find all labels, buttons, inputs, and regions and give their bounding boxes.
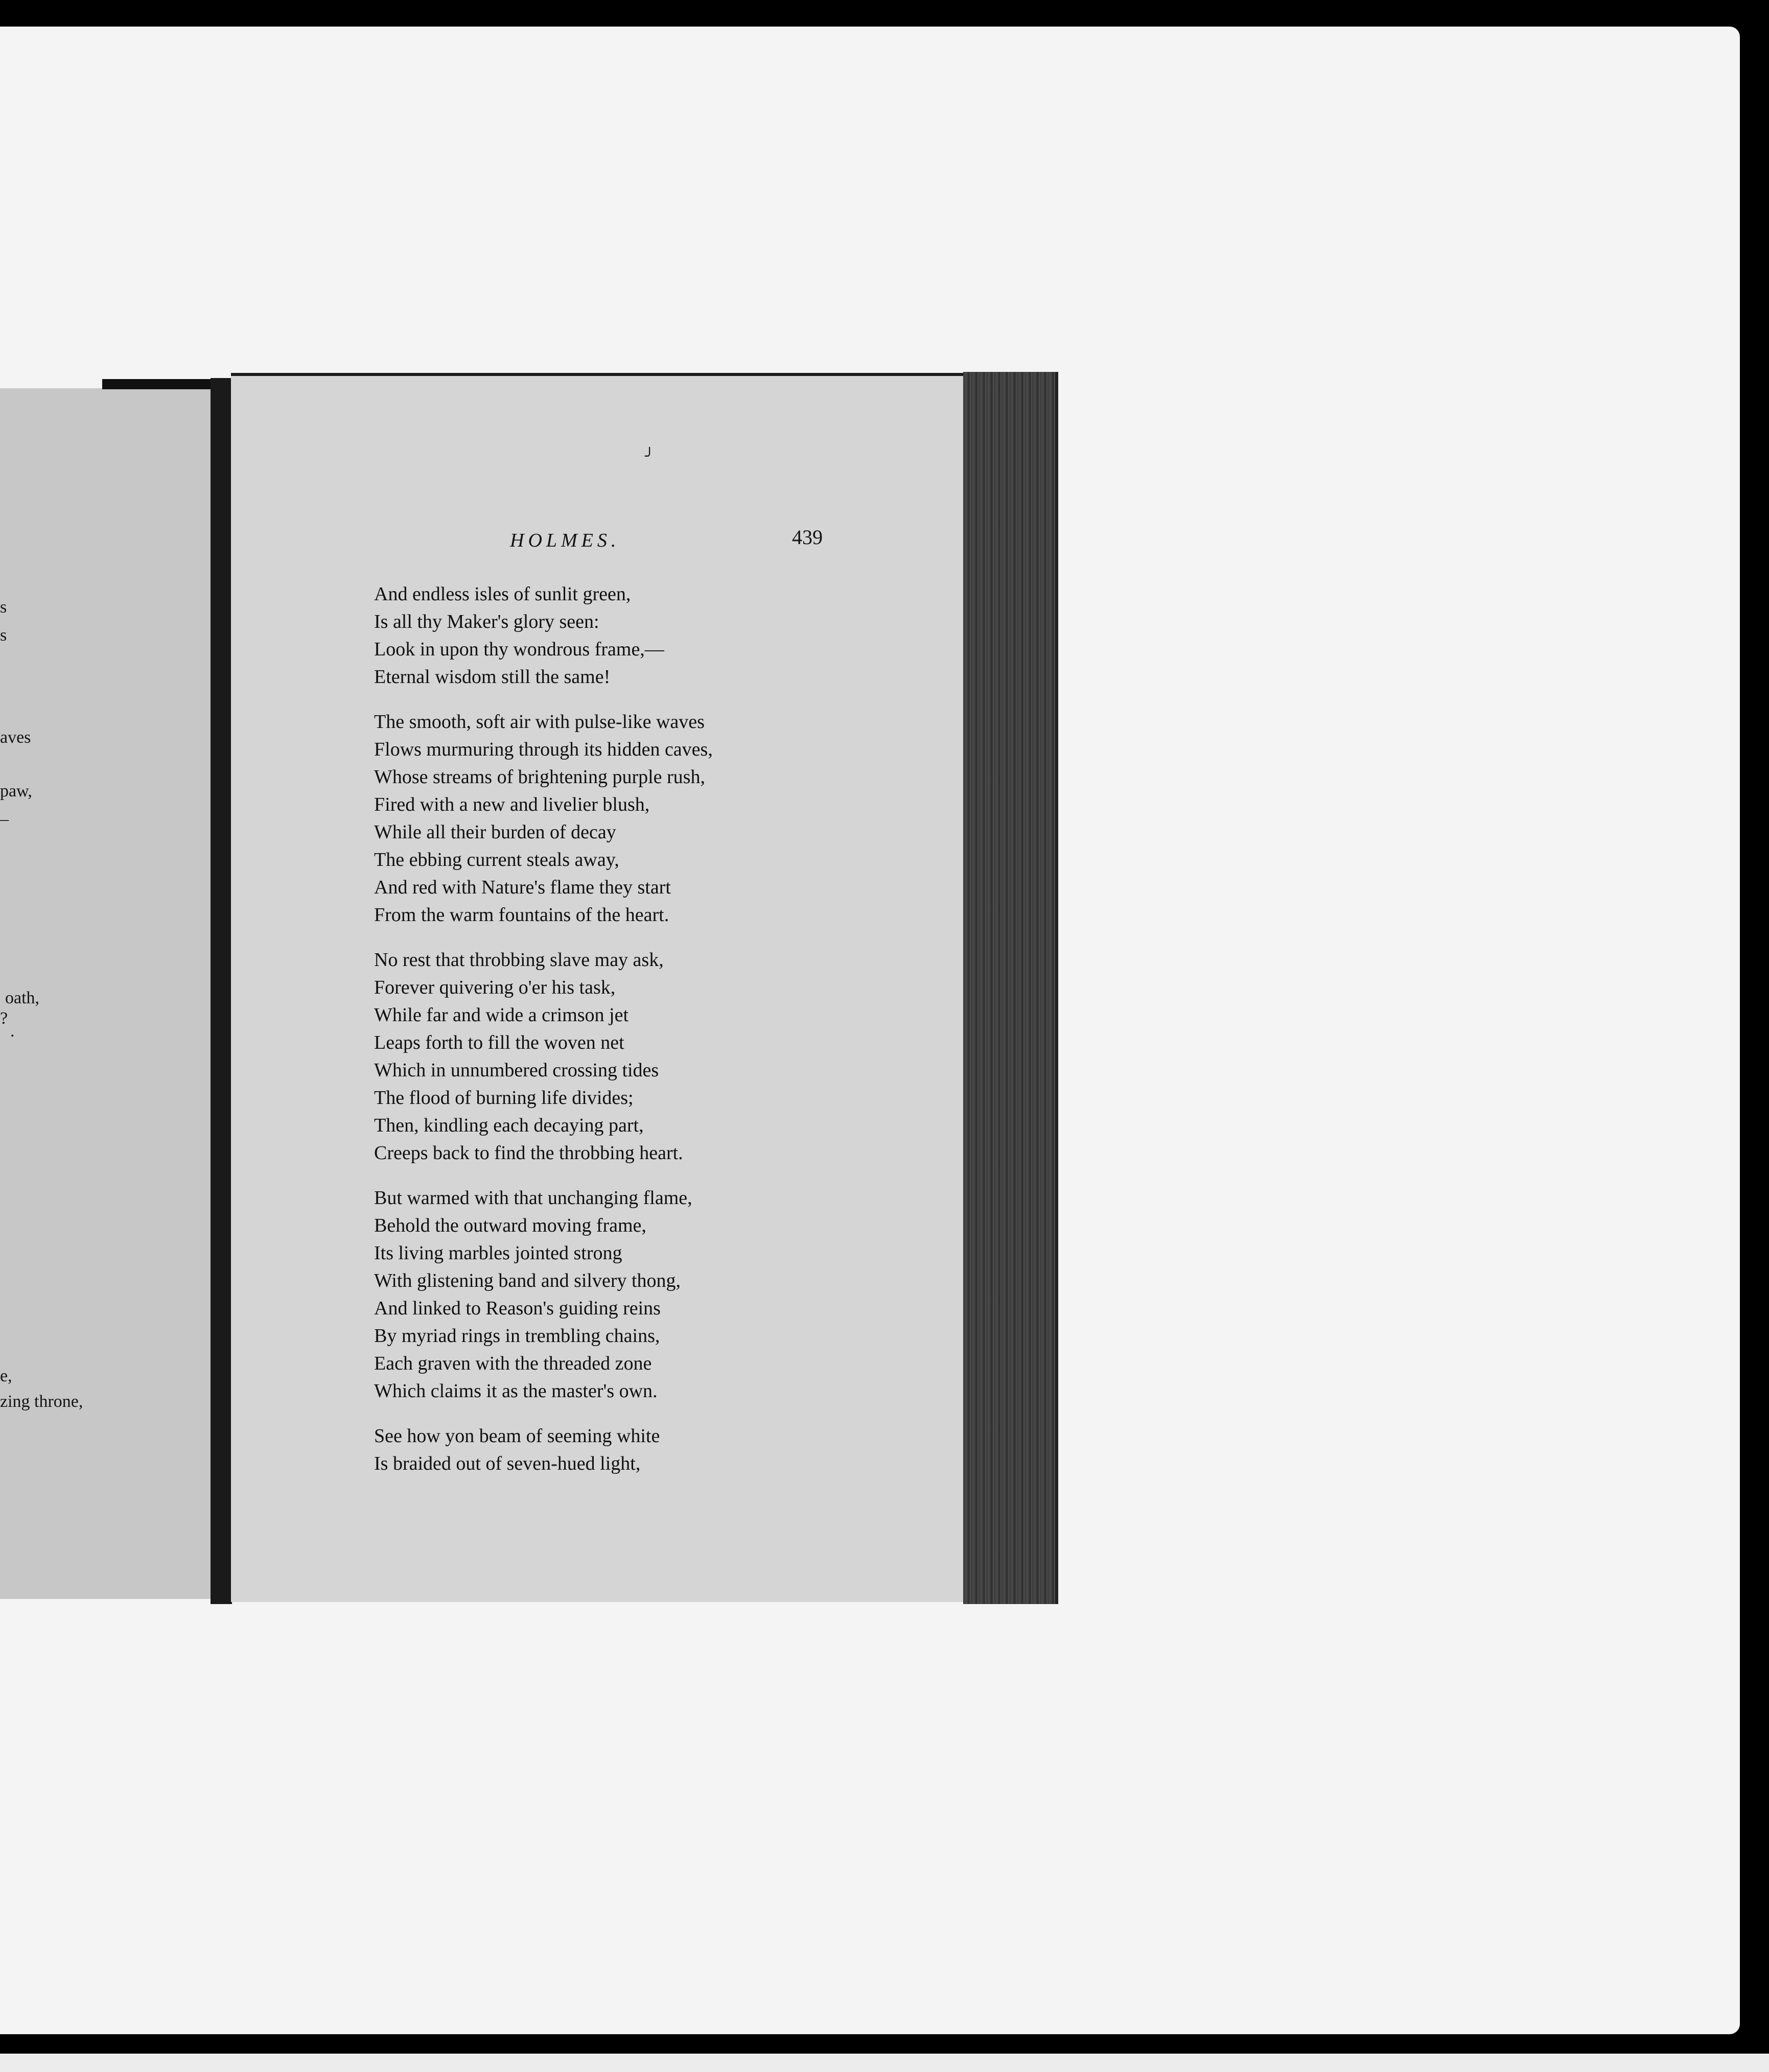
stanza [374,580,936,691]
left-page-fragment: e, [0,1367,12,1385]
left-page-fragment: s [0,626,7,645]
left-page-fragment: aves [0,728,31,747]
poem-line: Which claims it as the master's own. [374,1380,658,1402]
poem-line: While far and wide a crimson jet [374,1004,629,1026]
right-page [231,373,967,1602]
poem-line: Flows murmuring through its hidden caves, [374,739,713,760]
open-book [0,358,1063,1614]
poem-line: The ebbing current steals away, [374,849,619,870]
poem-line: Fired with a new and livelier blush, [374,794,650,815]
poem-line: And red with Nature's flame they start [374,877,671,898]
left-page [0,388,220,1599]
scan-speck: ╯ [645,448,655,465]
stanza [374,946,936,1167]
poem-line: Whose streams of brightening purple rush, [374,766,705,788]
stanza [374,1184,936,1405]
page-number: 439 [792,526,823,549]
poem-line: Creeps back to find the throbbing heart. [374,1142,683,1164]
poem-text [374,580,936,1495]
left-page-fragment: paw, [0,782,32,800]
poem-line: Look in upon thy wondrous frame,— [374,639,664,660]
running-head: HOLMES. [510,530,620,551]
left-page-fragment: ? [0,1009,8,1028]
left-page-fragment: – [0,810,9,829]
stanza [374,1422,936,1477]
left-page-fragment: oath, [5,988,40,1007]
poem-line: Leaps forth to fill the woven net [374,1032,624,1053]
left-page-fragment: . [10,1022,15,1041]
poem-line: While all their burden of decay [374,821,616,843]
poem-line: The flood of burning life divides; [374,1087,634,1109]
poem-line: Forever quivering o'er his task, [374,977,616,998]
poem-line: Behold the outward moving frame, [374,1215,646,1236]
page-block-edge [963,372,1058,1604]
poem-line: By myriad rings in trembling chains, [374,1325,660,1347]
poem-line: Is braided out of seven-hued light, [374,1453,641,1474]
poem-line: From the warm fountains of the heart. [374,904,669,926]
book-gutter [211,378,232,1604]
poem-line: Eternal wisdom still the same! [374,666,611,688]
poem-line: But warmed with that unchanging flame, [374,1187,692,1209]
poem-line: And linked to Reason's guiding reins [374,1298,661,1319]
stanza [374,708,936,929]
poem-line: Which in unnumbered crossing tides [374,1059,659,1081]
poem-line: Each graven with the threaded zone [374,1353,652,1374]
left-page-fragment: s [0,598,7,617]
poem-line: With glistening band and silvery thong, [374,1270,681,1291]
left-page-fragment: zing throne, [0,1392,83,1411]
bottom-film-edge [0,2054,1769,2072]
poem-line: And endless isles of sunlit green, [374,583,631,605]
poem-line: See how yon beam of seeming white [374,1425,660,1447]
poem-line: Then, kindling each decaying part, [374,1115,644,1136]
poem-line: Its living marbles jointed strong [374,1242,622,1264]
poem-line: Is all thy Maker's glory seen: [374,611,599,632]
left-cover-edge [102,379,225,389]
poem-line: No rest that throbbing slave may ask, [374,949,664,971]
poem-line: The smooth, soft air with pulse-like waves [374,711,705,733]
